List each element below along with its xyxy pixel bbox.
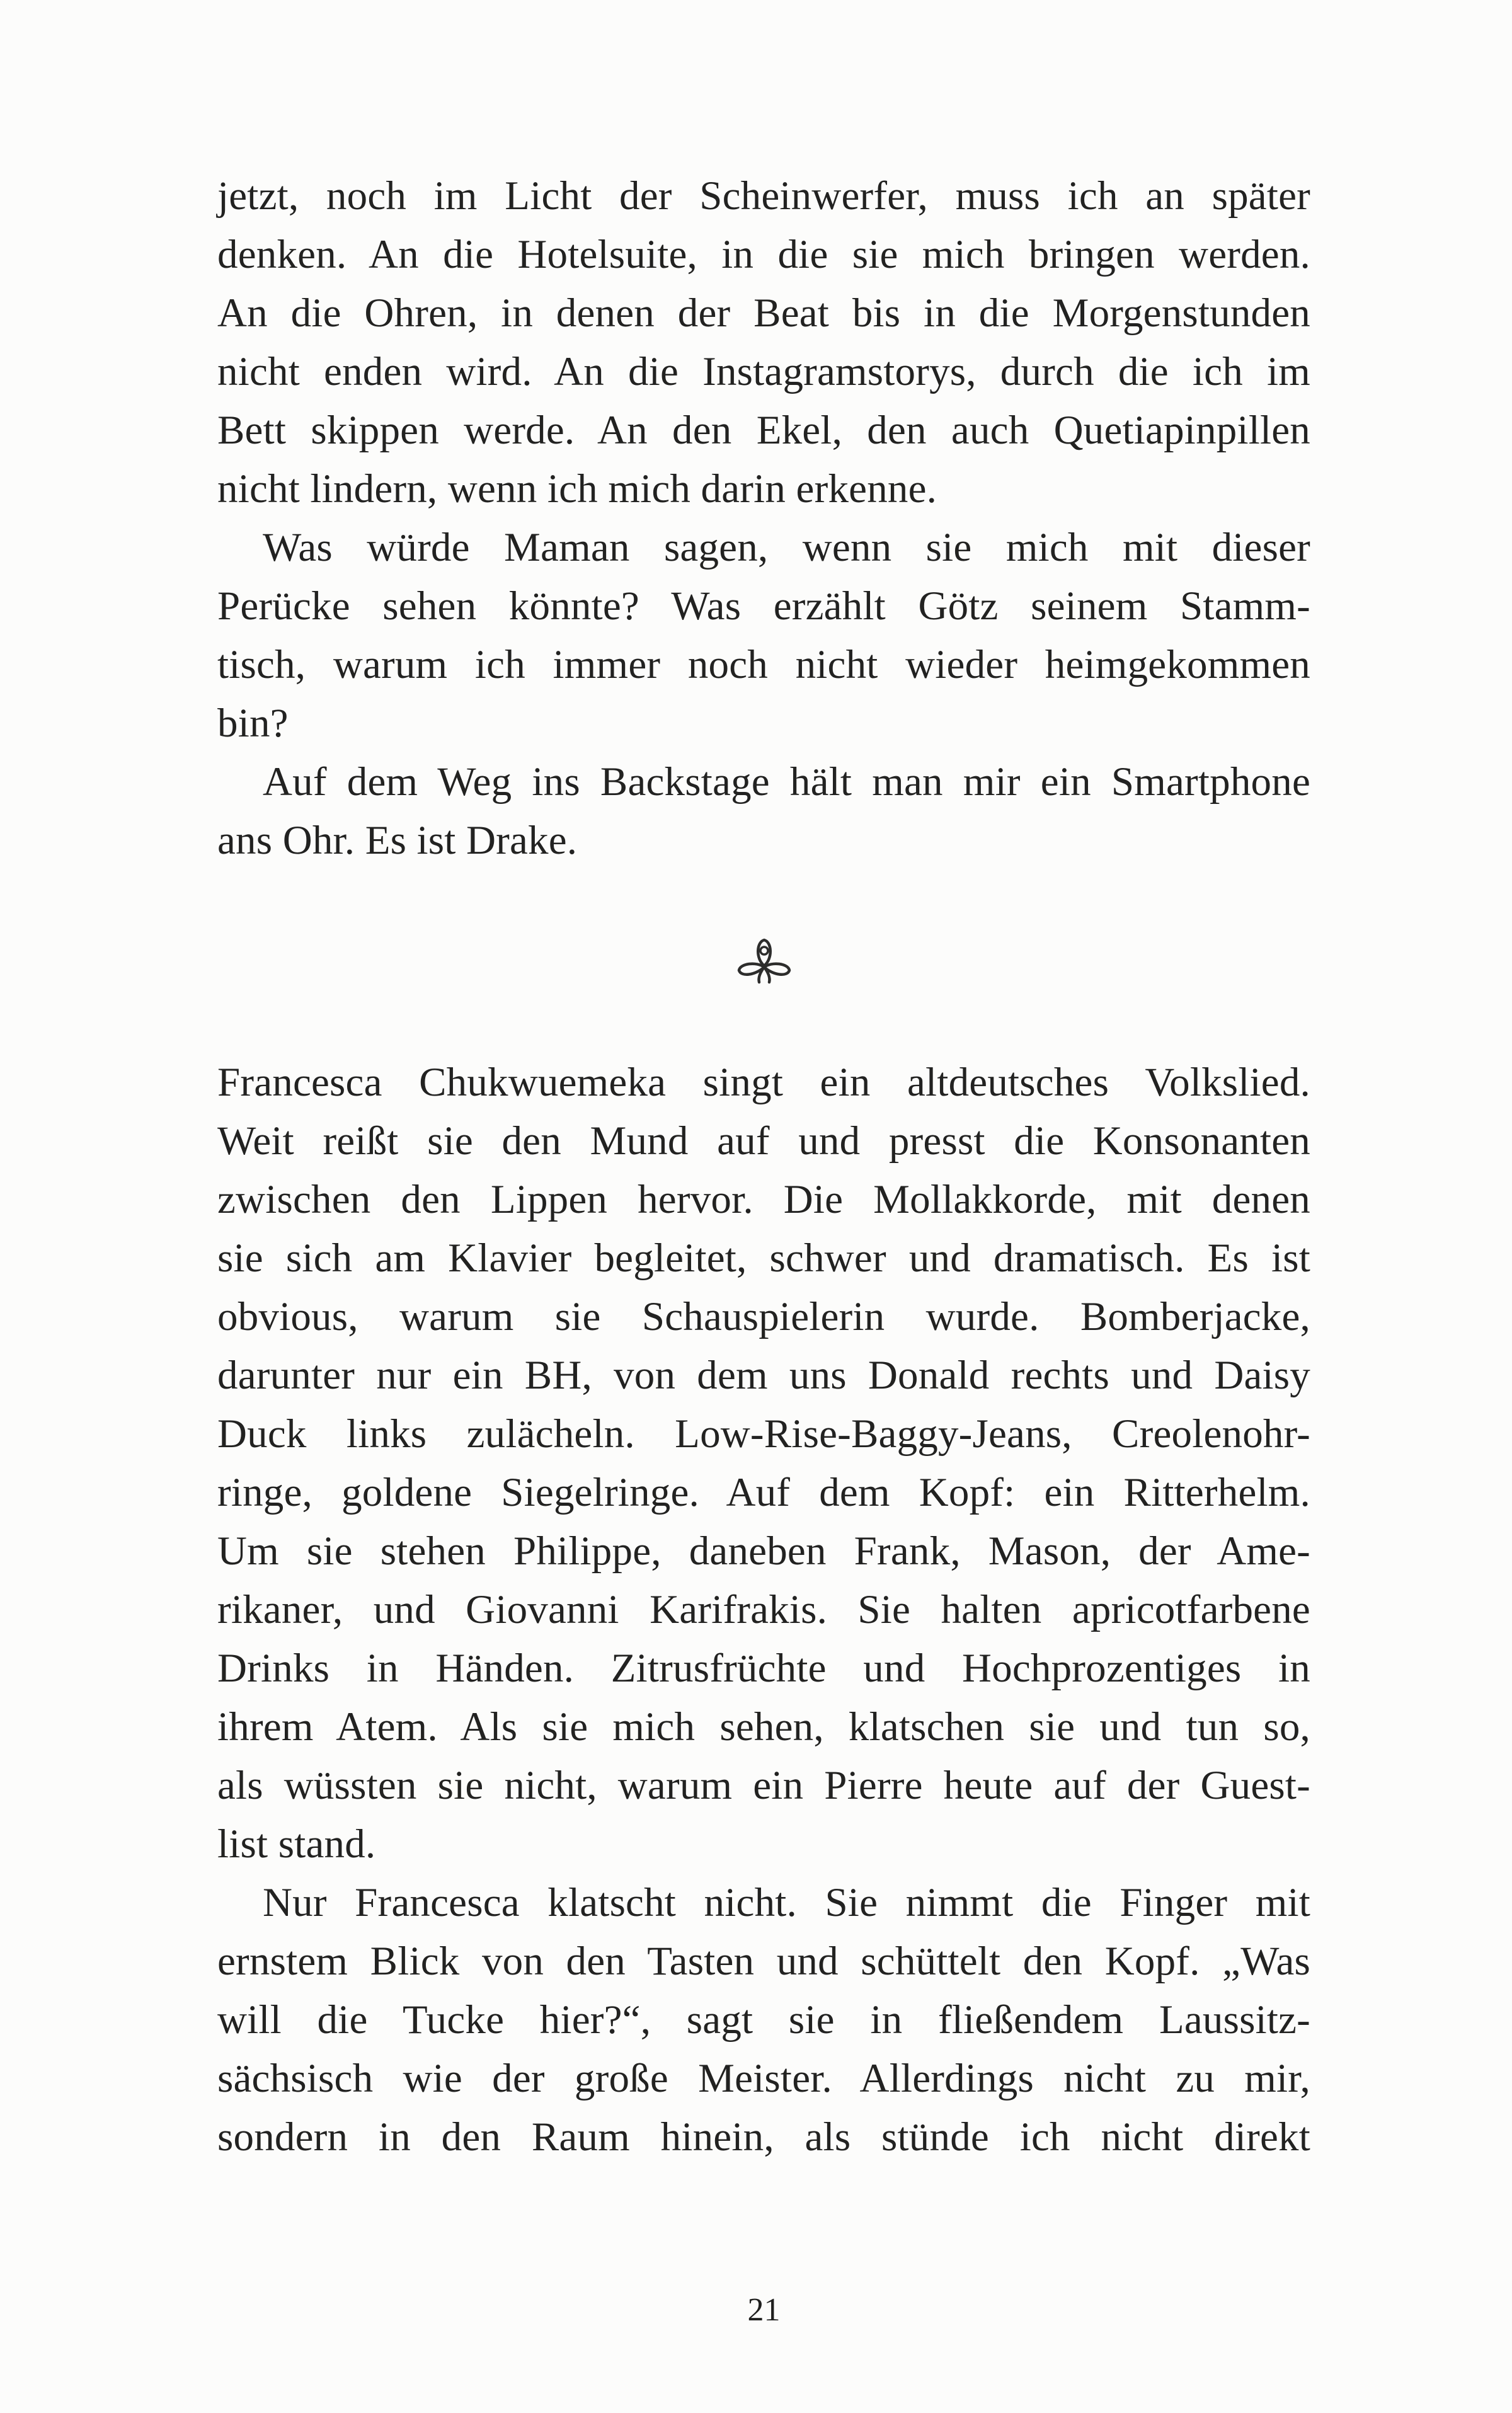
text-line: ihrem Atem. Als sie mich sehen, klatschen sie und tun so, xyxy=(217,1704,1310,1750)
text-line: denken. An die Hotelsuite, in die sie mich bringen werden. xyxy=(217,232,1310,277)
text-line: Duck links zulächeln. Low-Rise-Baggy-Jeans, Creolenohr- xyxy=(217,1411,1310,1457)
page-number: 21 xyxy=(747,2292,781,2328)
text-line: darunter nur ein BH, von dem uns Donald rechts und Daisy xyxy=(217,1353,1310,1398)
text-line: Francesca Chukwuemeka singt ein altdeutsches Volkslied. xyxy=(217,1060,1310,1105)
text-line: rikaner, und Giovanni Karifrakis. Sie halten apricotfarbene xyxy=(217,1587,1310,1632)
text-line: will die Tucke hier?“, sagt sie in fließendem Laussitz- xyxy=(217,1997,1310,2043)
text-line: sondern in den Raum hinein, als stünde ich nicht direkt xyxy=(217,2114,1310,2160)
text-line: als wüssten sie nicht, warum ein Pierre heute auf der Guest- xyxy=(217,1763,1310,1808)
text-line: ringe, goldene Siegelringe. Auf dem Kopf: ein Ritterhelm. xyxy=(217,1470,1310,1515)
text-line: sächsisch wie der große Meister. Allerdings nicht zu mir, xyxy=(217,2056,1310,2101)
section-break xyxy=(217,870,1310,1053)
text-line: Weit reißt sie den Mund auf und presst die Konsonanten xyxy=(217,1118,1310,1164)
text-line: Bett skippen werde. An den Ekel, den auch Quetiapinpillen xyxy=(217,408,1310,453)
text-line: jetzt, noch im Licht der Scheinwerfer, muss ich an später xyxy=(217,173,1310,219)
text-line: obvious, warum sie Schauspielerin wurde. Bomberjacke, xyxy=(217,1294,1310,1339)
text-line: Drinks in Händen. Zitrusfrüchte und Hochprozentiges in xyxy=(217,1646,1310,1691)
text-line: Auf dem Weg ins Backstage hält man mir ein Smartphone xyxy=(263,759,1310,805)
text-line: nicht lindern, wenn ich mich darin erkenne. xyxy=(217,466,937,512)
text-line: An die Ohren, in denen der Beat bis in die Morgenstunden xyxy=(217,290,1310,336)
text-line: ernstem Blick von den Tasten und schüttelt den Kopf. „Was xyxy=(217,1939,1310,1984)
text-line: tisch, warum ich immer noch nicht wieder heimgekommen xyxy=(217,642,1310,687)
text-line: zwischen den Lippen hervor. Die Mollakkorde, mit denen xyxy=(217,1177,1310,1222)
fleuron-trefoil-icon xyxy=(731,933,797,991)
text-line: Nur Francesca klatscht nicht. Sie nimmt die Finger mit xyxy=(263,1880,1310,1925)
text-line: sie sich am Klavier begleitet, schwer und dramatisch. Es ist xyxy=(217,1235,1310,1281)
text-line: list stand. xyxy=(217,1821,376,1867)
text-line: bin? xyxy=(217,701,289,746)
text-line: Um sie stehen Philippe, daneben Frank, Mason, der Ame- xyxy=(217,1528,1310,1574)
text-line: Was würde Maman sagen, wenn sie mich mit dieser xyxy=(263,525,1310,570)
text-block xyxy=(217,167,1310,2329)
text-line: Perücke sehen könnte? Was erzählt Götz seinem Stamm- xyxy=(217,583,1310,629)
text-line: ans Ohr. Es ist Drake. xyxy=(217,818,578,863)
text-line: nicht enden wird. An die Instagramstorys, durch die ich im xyxy=(217,349,1310,394)
